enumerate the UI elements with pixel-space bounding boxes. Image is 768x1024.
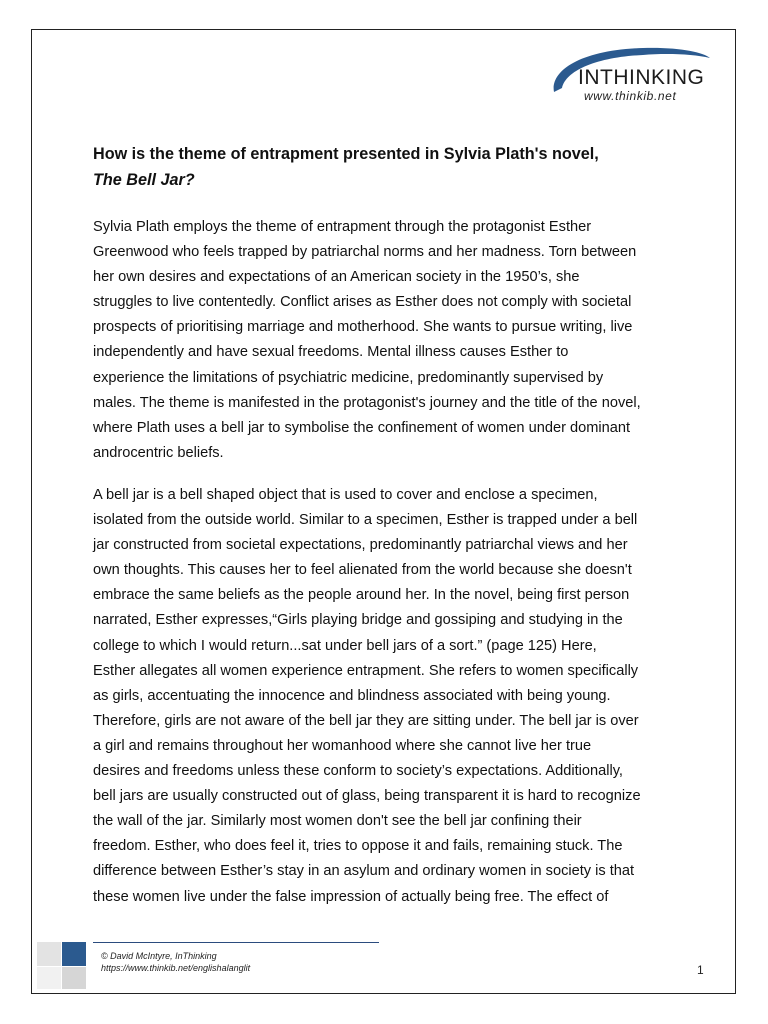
- paragraph-line: bell jars are usually constructed out of glass, being transparent it is hard to recognize: [93, 788, 641, 805]
- paragraph-line: embrace the same beliefs as the people around her. In the novel, being first person: [93, 587, 630, 604]
- title-line-2: The Bell Jar?: [93, 171, 195, 189]
- paragraph-line: jar constructed from societal expectations, predominantly patriarchal views and her: [93, 537, 628, 554]
- paragraph-line: difference between Esther’s stay in an asylum and ordinary women in society is that: [93, 863, 635, 880]
- paragraph-line: androcentric beliefs.: [93, 444, 224, 461]
- paragraph-line: independently and have sexual freedoms. Mental illness causes Esther to: [93, 344, 569, 361]
- paragraph-line: college to which I would return...sat under bell jars of a sort.” (page 125) Here,: [93, 637, 597, 654]
- footer-copyright: © David McIntyre, InThinking: [101, 951, 217, 961]
- paragraph-line: the wall of the jar. Similarly most women don't see the bell jar confining their: [93, 813, 582, 830]
- paragraph-line: own thoughts. This causes her to feel alienated from the world because she doesn't: [93, 562, 632, 579]
- paragraph-line: these women live under the false impression of actually being free. The effect of: [93, 888, 609, 905]
- paragraph-line: where Plath uses a bell jar to symbolise the confinement of women under dominant: [93, 419, 631, 436]
- logo-url: www.thinkib.net: [584, 89, 677, 103]
- paragraph-line: Sylvia Plath employs the theme of entrapment through the protagonist Esther: [93, 219, 592, 235]
- footer-divider: [93, 942, 379, 943]
- paragraph-line: as girls, accentuating the innocence and blindness associated with being young.: [93, 687, 611, 704]
- paragraph-line: prospects of prioritising marriage and motherhood. She wants to pursue writing, live: [93, 319, 633, 336]
- page-title: [93, 141, 693, 193]
- logo-wordmark: INTHINKING: [578, 66, 705, 89]
- footer-decor-square: [37, 967, 61, 989]
- page-number: 1: [697, 963, 704, 977]
- paragraph-line: Greenwood who feels trapped by patriarchal norms and her madness. Torn between: [93, 244, 637, 261]
- paragraph-line: Esther allegates all women experience entrapment. She refers to women specifically: [93, 662, 639, 679]
- paragraph-1: [93, 215, 693, 466]
- title-line-1: How is the theme of entrapment presented in Sylvia Plath's novel,: [93, 145, 599, 163]
- paragraph-line: a girl and remains throughout her womanhood where she cannot live her true: [93, 737, 592, 754]
- footer-decor-square: [62, 942, 86, 966]
- footer-url-link[interactable]: https://www.thinkib.net/englishalanglit: [101, 963, 251, 973]
- paragraph-2: [93, 483, 693, 910]
- paragraph-line: experience the limitations of psychiatric medicine, predominantly supervised by: [93, 369, 604, 386]
- paragraph-line: freedom. Esther, who does feel it, tries to oppose it and fails, remaining stuck. The: [93, 838, 623, 855]
- paragraph-line: her own desires and expectations of an American society in the 1950’s, she: [93, 269, 580, 286]
- paragraph-line: A bell jar is a bell shaped object that is used to cover and enclose a specimen,: [93, 487, 598, 503]
- footer-decor-square: [62, 967, 86, 989]
- inthinking-logo[interactable]: [548, 44, 713, 106]
- paragraph-line: isolated from the outside world. Similar to a specimen, Esther is trapped under a bell: [93, 512, 638, 529]
- footer-decor-square: [37, 942, 61, 966]
- paragraph-line: narrated, Esther expresses,“Girls playing bridge and gossiping and studying in the: [93, 612, 623, 629]
- paragraph-line: males. The theme is manifested in the protagonist's journey and the title of the novel,: [93, 394, 641, 411]
- paragraph-line: desires and freedoms unless these conform to society’s expectations. Additionally,: [93, 763, 623, 780]
- paragraph-line: struggles to live contentedly. Conflict arises as Esther does not comply with societal: [93, 294, 632, 311]
- paragraph-line: Therefore, girls are not aware of the bell jar they are sitting under. The bell jar is over: [93, 712, 639, 729]
